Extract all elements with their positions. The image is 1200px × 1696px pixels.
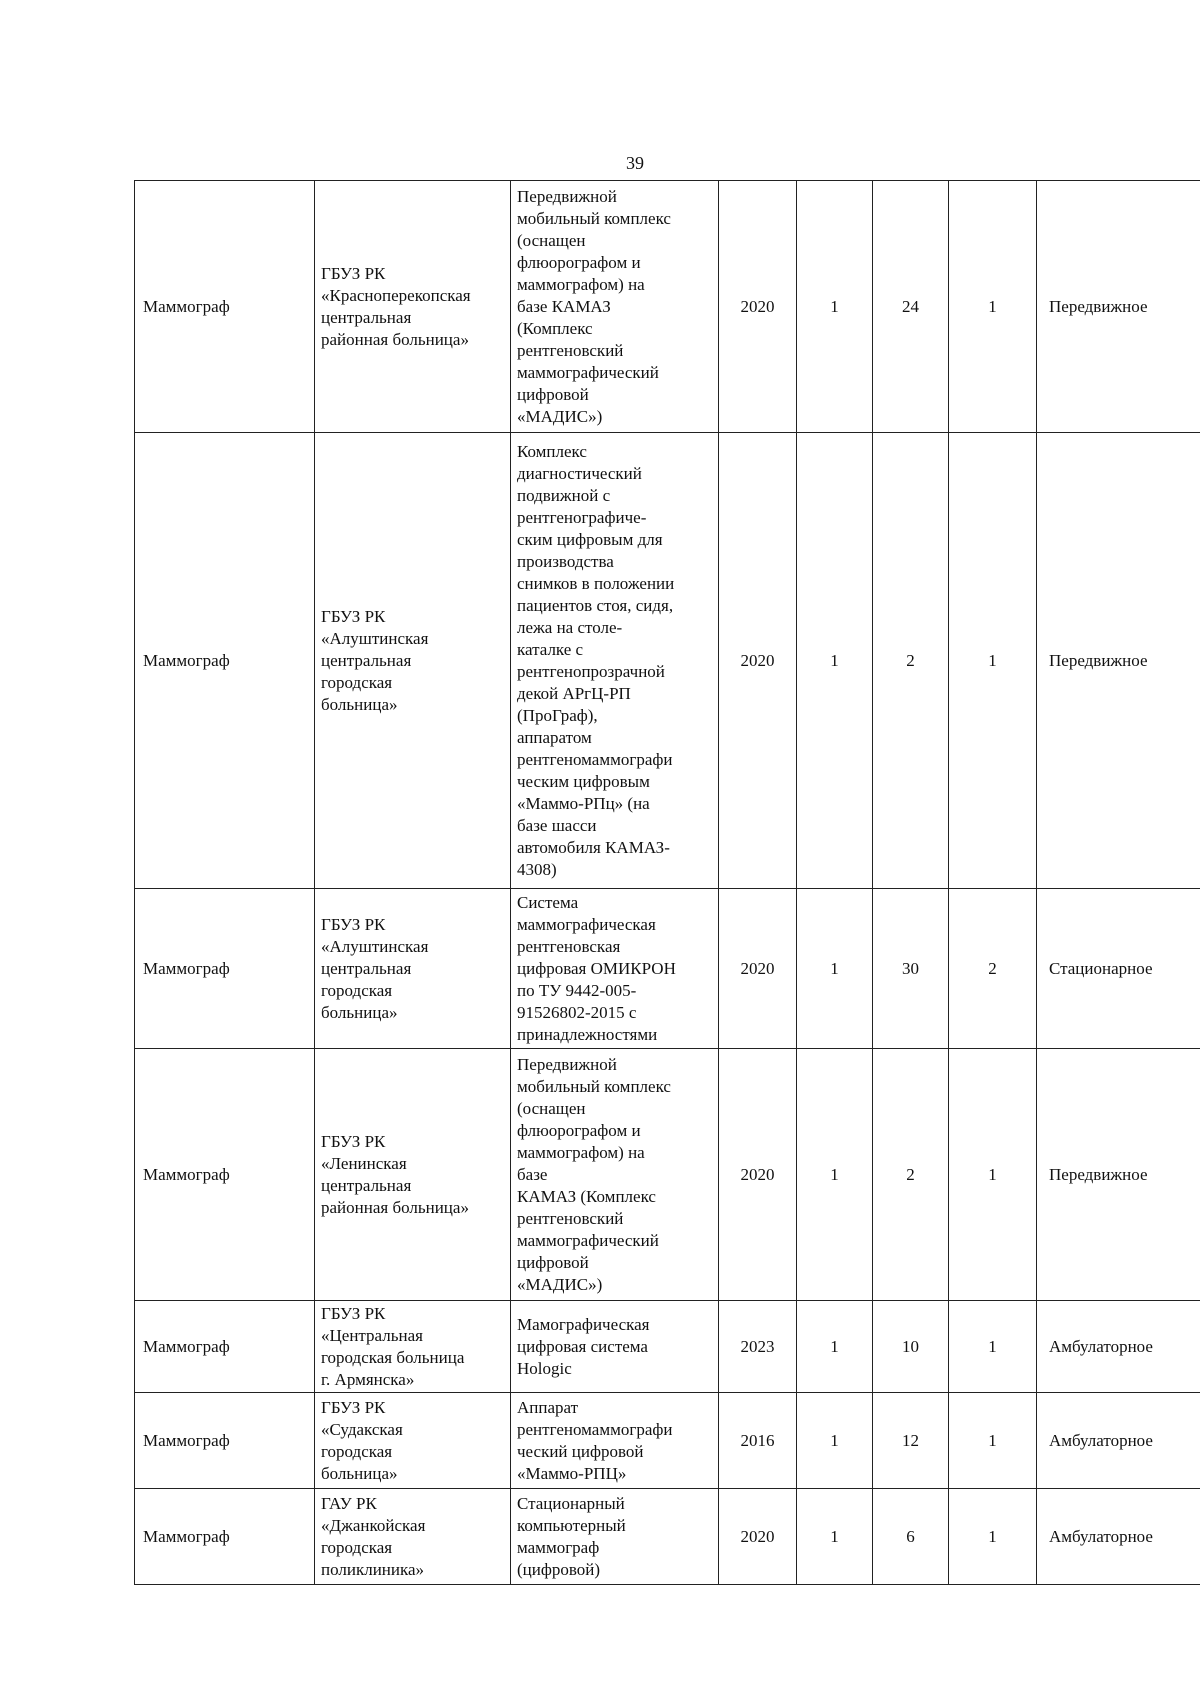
page-number: 39 bbox=[626, 153, 644, 173]
table-row bbox=[135, 1301, 1200, 1393]
quantity: 1 bbox=[797, 1301, 873, 1393]
equipment-kind: Амбулаторное bbox=[1037, 1489, 1200, 1585]
equipment-type: Маммограф bbox=[135, 889, 315, 1049]
year: 2023 bbox=[719, 1301, 797, 1393]
equipment-kind: Амбулаторное bbox=[1037, 1301, 1200, 1393]
value-column-7: 1 bbox=[949, 1049, 1037, 1301]
equipment-kind: Стационарное bbox=[1037, 889, 1200, 1049]
equipment-table bbox=[134, 180, 1200, 1585]
table-row bbox=[135, 433, 1200, 889]
year: 2020 bbox=[719, 1049, 797, 1301]
organization: ГБУЗ РК «Центральная городская больница г. Армянска» bbox=[315, 1301, 511, 1393]
value-column-7: 1 bbox=[949, 1393, 1037, 1489]
quantity: 1 bbox=[797, 181, 873, 433]
table-row bbox=[135, 889, 1200, 1049]
organization: ГБУЗ РК «Алуштинская центральная городская больница» bbox=[315, 433, 511, 889]
value-column-6: 10 bbox=[873, 1301, 949, 1393]
value-column-7: 1 bbox=[949, 181, 1037, 433]
table-row bbox=[135, 1489, 1200, 1585]
equipment-description: Система маммографическая рентгеновская цифровая ОМИКРОН по ТУ 9442-005- 91526802-2015 с принадлежностями bbox=[511, 889, 719, 1049]
equipment-description: Комплекс диагностический подвижной с рентгенографиче- ским цифровым для производства снимков в положении пациентов стоя, сидя, лежа на столе- каталке с рентгенопрозрачной декой АРгЦ-РП (ПроГраф), аппаратом рентгеномаммографи ческим цифровым «Маммо-РПц» (на базе шасси автомобиля КАМАЗ- 4308) bbox=[511, 433, 719, 889]
equipment-type: Маммограф bbox=[135, 433, 315, 889]
value-column-7: 2 bbox=[949, 889, 1037, 1049]
value-column-6: 6 bbox=[873, 1489, 949, 1585]
equipment-description: Мамографическая цифровая система Hologic bbox=[511, 1301, 719, 1393]
equipment-type: Маммограф bbox=[135, 1393, 315, 1489]
value-column-6: 30 bbox=[873, 889, 949, 1049]
value-column-6: 12 bbox=[873, 1393, 949, 1489]
year: 2020 bbox=[719, 889, 797, 1049]
table-row bbox=[135, 181, 1200, 433]
table-row bbox=[135, 1049, 1200, 1301]
year: 2020 bbox=[719, 433, 797, 889]
equipment-description: Передвижной мобильный комплекс (оснащен флюорографом и маммографом) на базе КАМАЗ (Комплекс рентгеновский маммографический цифровой «МАДИС») bbox=[511, 1049, 719, 1301]
equipment-kind: Передвижное bbox=[1037, 181, 1200, 433]
equipment-type: Маммограф bbox=[135, 1489, 315, 1585]
value-column-7: 1 bbox=[949, 1489, 1037, 1585]
value-column-7: 1 bbox=[949, 433, 1037, 889]
equipment-description: Аппарат рентгеномаммографи ческий цифровой «Маммо-РПЦ» bbox=[511, 1393, 719, 1489]
year: 2016 bbox=[719, 1393, 797, 1489]
quantity: 1 bbox=[797, 433, 873, 889]
equipment-type: Маммограф bbox=[135, 181, 315, 433]
quantity: 1 bbox=[797, 889, 873, 1049]
equipment-kind: Передвижное bbox=[1037, 1049, 1200, 1301]
organization: ГБУЗ РК «Алуштинская центральная городская больница» bbox=[315, 889, 511, 1049]
quantity: 1 bbox=[797, 1393, 873, 1489]
organization: ГБУЗ РК «Судакская городская больница» bbox=[315, 1393, 511, 1489]
quantity: 1 bbox=[797, 1049, 873, 1301]
year: 2020 bbox=[719, 1489, 797, 1585]
equipment-kind: Амбулаторное bbox=[1037, 1393, 1200, 1489]
year: 2020 bbox=[719, 181, 797, 433]
equipment-type: Маммограф bbox=[135, 1301, 315, 1393]
quantity: 1 bbox=[797, 1489, 873, 1585]
organization: ГАУ РК «Джанкойская городская поликлиника» bbox=[315, 1489, 511, 1585]
value-column-6: 24 bbox=[873, 181, 949, 433]
value-column-7: 1 bbox=[949, 1301, 1037, 1393]
organization: ГБУЗ РК «Красноперекопская центральная районная больница» bbox=[315, 181, 511, 433]
table-row bbox=[135, 1393, 1200, 1489]
value-column-6: 2 bbox=[873, 433, 949, 889]
equipment-description: Передвижной мобильный комплекс (оснащен флюорографом и маммографом) на базе КАМАЗ (Комплекс рентгеновский маммографический цифровой «МАДИС») bbox=[511, 181, 719, 433]
organization: ГБУЗ РК «Ленинская центральная районная больница» bbox=[315, 1049, 511, 1301]
equipment-kind: Передвижное bbox=[1037, 433, 1200, 889]
value-column-6: 2 bbox=[873, 1049, 949, 1301]
equipment-type: Маммограф bbox=[135, 1049, 315, 1301]
equipment-description: Стационарный компьютерный маммограф (цифровой) bbox=[511, 1489, 719, 1585]
